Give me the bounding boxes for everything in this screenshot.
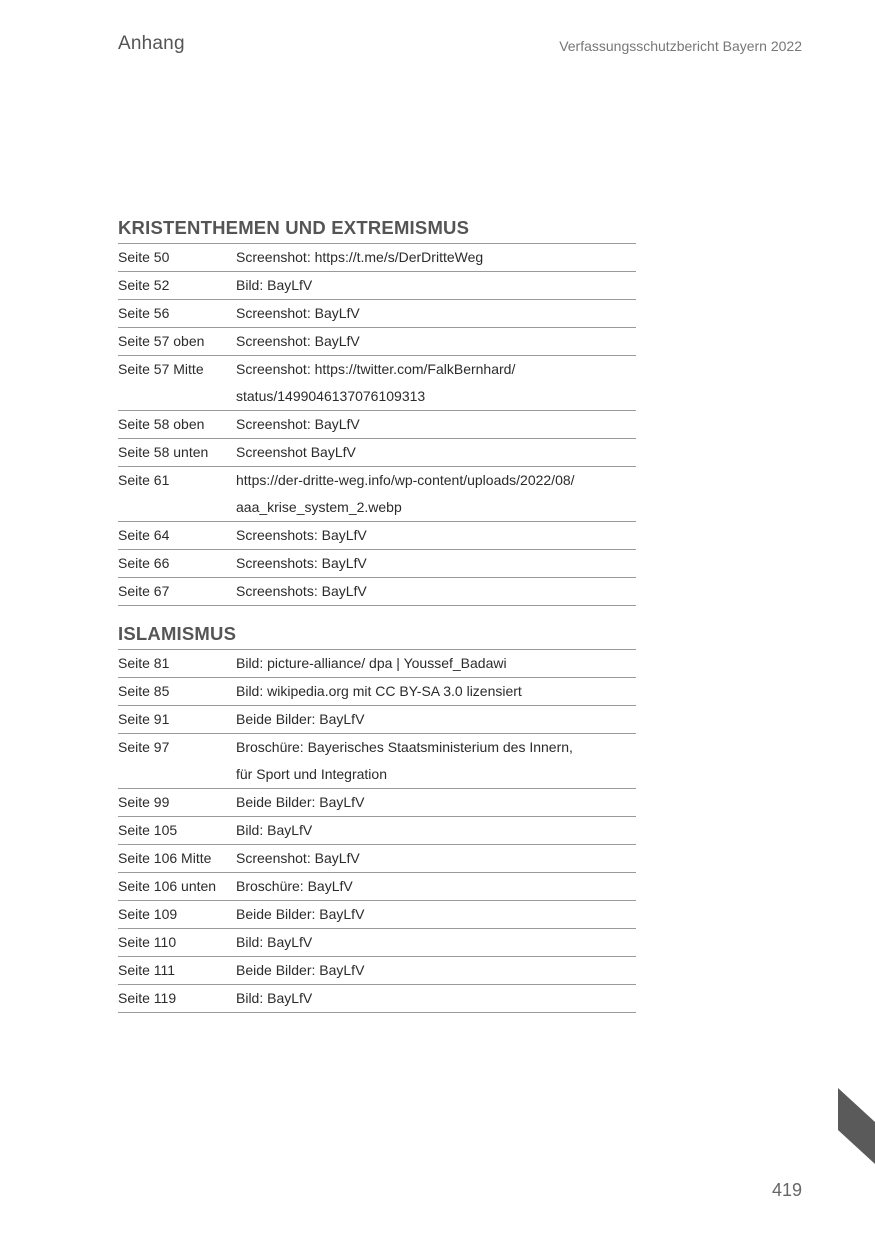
page-reference: Seite 105 — [118, 822, 178, 838]
image-source — [236, 439, 636, 466]
image-source — [236, 244, 636, 271]
image-source — [236, 706, 636, 733]
image-source — [236, 817, 636, 844]
page-reference: Seite 56 — [118, 305, 170, 321]
section-heading: KRISTENTHEMEN UND EXTREMISMUS — [118, 216, 636, 244]
image-source — [236, 550, 636, 577]
source-line: https://der-dritte-weg.info/wp-content/uploads/2022/08/ — [236, 472, 575, 488]
credits-section-islamismus — [118, 622, 636, 1013]
source-line: Screenshots: BayLfV — [236, 527, 367, 543]
image-source — [236, 845, 636, 872]
credits-table — [118, 244, 636, 606]
source-line: Beide Bilder: BayLfV — [236, 962, 365, 978]
page-reference: Seite 85 — [118, 683, 170, 699]
page-reference: Seite 81 — [118, 655, 170, 671]
page-reference: Seite 106 Mitte — [118, 850, 212, 866]
page-reference: Seite 99 — [118, 794, 170, 810]
image-source — [236, 929, 636, 956]
table-row — [118, 272, 636, 300]
page-reference: Seite 109 — [118, 906, 178, 922]
page-reference: Seite 61 — [118, 472, 170, 488]
image-source — [236, 411, 636, 438]
chapter-tab-shape — [838, 1088, 875, 1164]
page-reference: Seite 50 — [118, 249, 170, 265]
page-reference: Seite 111 — [118, 962, 176, 978]
credits-table — [118, 650, 636, 1013]
source-line: Bild: BayLfV — [236, 822, 313, 838]
source-line: Bild: wikipedia.org mit CC BY-SA 3.0 lizensiert — [236, 683, 522, 699]
page-reference: Seite 58 unten — [118, 444, 209, 460]
source-line: Screenshot: https://t.me/s/DerDritteWeg — [236, 249, 484, 265]
image-source — [236, 734, 636, 788]
image-source — [236, 957, 636, 984]
table-row — [118, 678, 636, 706]
table-row — [118, 467, 636, 522]
table-row — [118, 706, 636, 734]
source-line: für Sport und Integration — [236, 766, 387, 782]
source-line: Broschüre: BayLfV — [236, 878, 353, 894]
image-source — [236, 678, 636, 705]
page-reference: Seite 57 oben — [118, 333, 205, 349]
page-reference: Seite 110 — [118, 934, 177, 950]
table-row — [118, 734, 636, 789]
source-line: Screenshots: BayLfV — [236, 583, 367, 599]
image-source — [236, 578, 636, 605]
source-line: Beide Bilder: BayLfV — [236, 794, 365, 810]
image-source — [236, 985, 636, 1012]
credits-section-krisenthemen — [118, 216, 636, 606]
source-line: Screenshot: BayLfV — [236, 850, 360, 866]
table-row — [118, 328, 636, 356]
page-reference: Seite 57 Mitte — [118, 361, 204, 377]
source-line: Beide Bilder: BayLfV — [236, 906, 365, 922]
running-header-section: Anhang — [118, 33, 185, 54]
table-row — [118, 578, 636, 606]
source-line: Bild: BayLfV — [236, 934, 313, 950]
page-reference: Seite 64 — [118, 527, 170, 543]
source-line: Bild: picture-alliance/ dpa | Youssef_Badawi — [236, 655, 507, 671]
source-line: aaa_krise_system_2.webp — [236, 499, 402, 515]
table-row — [118, 244, 636, 272]
table-row — [118, 522, 636, 550]
image-source — [236, 300, 636, 327]
table-row — [118, 789, 636, 817]
source-line: Screenshot: BayLfV — [236, 416, 360, 432]
table-row — [118, 550, 636, 578]
page-reference: Seite 52 — [118, 277, 170, 293]
image-source — [236, 873, 636, 900]
source-line: Screenshot BayLfV — [236, 444, 356, 460]
table-row — [118, 845, 636, 873]
page-reference: Seite 91 — [118, 711, 170, 727]
page-reference: Seite 106 unten — [118, 878, 217, 894]
page-reference: Seite 58 oben — [118, 416, 205, 432]
source-line: Screenshots: BayLfV — [236, 555, 367, 571]
section-heading: ISLAMISMUS — [118, 622, 636, 650]
source-line: Beide Bilder: BayLfV — [236, 711, 365, 727]
image-source — [236, 467, 636, 521]
table-row — [118, 650, 636, 678]
source-line: Screenshot: BayLfV — [236, 333, 360, 349]
source-line: Screenshot: BayLfV — [236, 305, 360, 321]
image-source — [236, 901, 636, 928]
page-reference: Seite 97 — [118, 739, 170, 755]
table-row — [118, 411, 636, 439]
source-line: Bild: BayLfV — [236, 990, 313, 1006]
source-line: Screenshot: https://twitter.com/FalkBernhard/ — [236, 361, 516, 377]
source-line: Broschüre: Bayerisches Staatsministerium des Innern, — [236, 739, 573, 755]
table-row — [118, 873, 636, 901]
source-line: status/1499046137076109313 — [236, 388, 426, 404]
image-source — [236, 328, 636, 355]
table-row — [118, 901, 636, 929]
page-number: 419 — [771, 1180, 802, 1200]
image-source — [236, 789, 636, 816]
table-row — [118, 957, 636, 985]
page-reference: Seite 66 — [118, 555, 170, 571]
chapter-tab-marker — [838, 1088, 875, 1164]
table-row — [118, 300, 636, 328]
image-source — [236, 522, 636, 549]
table-row — [118, 929, 636, 957]
image-source — [236, 650, 636, 677]
table-row — [118, 356, 636, 411]
table-row — [118, 817, 636, 845]
table-row — [118, 439, 636, 467]
page-reference: Seite 119 — [118, 990, 177, 1006]
running-header-title: Verfassungsschutzbericht Bayern 2022 — [559, 38, 802, 54]
image-source — [236, 356, 636, 410]
table-row — [118, 985, 636, 1013]
source-line: Bild: BayLfV — [236, 277, 313, 293]
image-source — [236, 272, 636, 299]
page-reference: Seite 67 — [118, 583, 170, 599]
